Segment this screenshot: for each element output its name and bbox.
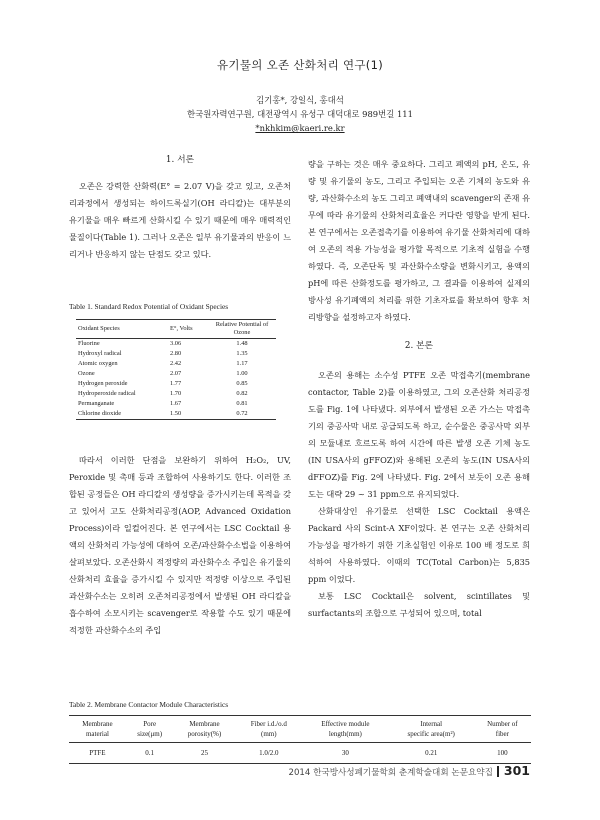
table-cell: 100 [474, 743, 531, 764]
table2-header: Pore size(μm) [126, 716, 174, 743]
table-row [76, 359, 276, 369]
body-paragraph: 산화대상인 유기물로 선택한 LSC Cocktail 용액은 Packard 사의 Scint-A XF이었다. 본 연구는 오존 산화처리 가능성을 평가하기 위한 기초실험인 이유로 100 배 정도로 희석하여 사용하였다. 이때의 TC(Total Carbon)는 5,835 ppm 이었다. [308, 506, 530, 584]
table2 [69, 715, 531, 764]
table-row [76, 339, 276, 350]
table-row [76, 349, 276, 359]
table1-header: Relative Potential of Ozone [208, 320, 276, 339]
body-paragraph: 보통 LSC Cocktail은 solvent, scintillates 및 surfactants의 조합으로 구성되어 있으며, total [308, 591, 530, 618]
table-cell: 1.00 [236, 370, 248, 377]
table-cell: Chlorine dioxide [76, 409, 168, 420]
table-cell: 2.07 [170, 370, 182, 377]
body-paragraph: 오존의 용해는 소수성 PTFE 오존 막접촉기(membrane contactor, Table 2)를 이용하였고, 그의 오존산화 처리공정도를 Fig. 1에 나타냈다. 외부에서 발생된 오존 가스는 막접촉기의 중공사막 내로 공급되도록 하고, 순수물은 중공사막 외부의 모듈내로 흐르도록 하여 시간에 따른 발생 오존 기체 농도(IN USA사의 gFFOZ)와 용해된 오존의 농도(IN USA사의 dFFOZ)를 Fig. 2에 나타냈다. Fig. 2에서 보듯이 오존 용해도는 대략 29 ~ 31 ppm으로 유지되었다. [308, 370, 530, 499]
table-row [76, 379, 276, 389]
table2-header: Membrane porosity(%) [173, 716, 235, 743]
table-cell: Hydroxyl radical [78, 350, 122, 357]
email-link[interactable]: *nkhkim@kaeri.re.kr [255, 123, 345, 133]
left-column-intro [69, 152, 291, 263]
table-row [76, 369, 276, 379]
table-cell: Permanganate [78, 400, 115, 407]
body-paragraph: 따라서 이러한 단점을 보완하기 위하여 H₂O₂, UV, Peroxide 및 촉매 등과 조합하여 사용하기도 한다. 이러한 조합된 공정들은 OH 라디칼의 생성량을 증가시키는데 목적을 갖고 있어서 고도 산화처리공정(AOP, Advanced Oxidation Process)이라 일컬어진다. 본 연구에서는 LSC Cocktail 용액의 산화처리 가능성에 대하여 오존/과산화수소법을 이용하여 살펴보았다. 오존산화시 적정량의 과산화수소 주입은 유기물의 산화처리 효율을 증가시킬 수 있지만 적정량 이상으로 주입된 과산화수소는 오히려 오존처리공정에서 발생된 OH 라디칼을 흡수하여 소모시키는 scavenger로 작용할 수도 있기 때문에 적정한 과산화수소의 주입 [69, 455, 291, 635]
table1 [76, 319, 276, 420]
table-cell: 1.17 [236, 360, 248, 367]
table-cell: 0.85 [236, 380, 248, 387]
table-cell: 1.70 [170, 390, 182, 397]
footer-text: 2014 한국방사성폐기물학회 춘계학술대회 논문요약집 [288, 768, 493, 778]
table-cell: 1.67 [170, 400, 182, 407]
affiliation: 한국원자력연구원, 대전광역시 유성구 대덕대로 989번길 111 [187, 109, 413, 119]
table-cell: 0.81 [236, 400, 248, 407]
table-cell: 0.21 [389, 743, 474, 764]
table-cell: 1.0/2.0 [236, 743, 303, 764]
author-block [0, 93, 600, 135]
table-cell: 2.80 [170, 350, 182, 357]
table-cell: 1.77 [170, 380, 182, 387]
authors: 김기홍*, 강일식, 홍대석 [256, 95, 344, 105]
page-footer [289, 763, 531, 778]
table-cell: Fluorine [78, 340, 100, 347]
table-cell: 1.48 [236, 340, 248, 347]
table-cell: Atomic oxygen [78, 360, 118, 367]
section2-heading: 2. 본론 [404, 341, 434, 351]
table-row [76, 409, 276, 420]
footer-divider [497, 766, 499, 777]
table-cell: 1.35 [236, 350, 248, 357]
table-cell: 30 [302, 743, 389, 764]
table-cell: PTFE [69, 743, 126, 764]
table1-header: E°, Volts [168, 320, 208, 339]
table-cell: 0.1 [126, 743, 174, 764]
table2-header-row [69, 716, 531, 743]
paper-title: 유기물의 오존 산화처리 연구(1) [217, 58, 383, 72]
table-cell: Hydroperoxide radical [78, 390, 136, 397]
table1-caption: Table 1. Standard Redox Potential of Oxidant Species [69, 302, 229, 311]
table-cell: 2.42 [170, 360, 182, 367]
table2-header: Effective module length(mm) [302, 716, 389, 743]
table-row [76, 399, 276, 409]
table-cell: 0.72 [208, 409, 276, 420]
body-paragraph: 량을 구하는 것은 매우 중요하다. 그리고 폐액의 pH, 온도, 유량 및 유기물의 농도, 그리고 주입되는 오존 기체의 농도와 유량, 과산화수소의 농도 그리고 폐액내의 scavenger의 존재 유무에 따라 유기물의 산화처리효율은 커다란 영향을 받게 된다. 본 연구에서는 오존접촉기를 이용하여 유기물 산화처리에 대하여 오존의 적용 가능성을 평가할 목적으로 기초적 실험을 수행하였다. 즉, 오존단독 및 과산화수소량을 변화시키고, 용액의 pH에 따른 산화정도를 평가하고, 그 결과를 이용하여 실제의 방사성 유기폐액의 처리를 위한 기초자료를 확보하여 향후 처리방향을 설정하고자 하였다. [308, 159, 530, 322]
table-cell: 25 [173, 743, 235, 764]
table2-header: Number of fiber [474, 716, 531, 743]
table2-header: Fiber i.d./o.d (mm) [236, 716, 303, 743]
table-cell: 1.50 [168, 409, 208, 420]
table-cell: Ozone [78, 370, 95, 377]
table2-caption: Table 2. Membrane Contactor Module Characteristics [69, 700, 229, 709]
section1-heading: 1. 서론 [165, 155, 195, 165]
table2-header: Membrane material [69, 716, 126, 743]
intro-paragraph: 오존은 강력한 산화력(E° = 2.07 V)을 갖고 있고, 오존처리과정에서 생성되는 하이드록실기(OH 라디칼)는 대부분의 유기물을 매우 빠르게 산화시킬 수 있기 때문에 매우 매력적인 물질이다(Table 1). 그러나 오존은 일부 유기물과의 반응이 느리거나 반응하지 않는 단점도 갖고 있다. [69, 181, 291, 259]
left-column-body [69, 452, 291, 639]
page-number: 301 [503, 763, 530, 778]
table1-header-row [76, 320, 276, 339]
right-column [308, 156, 530, 622]
table-row [76, 389, 276, 399]
table-cell: 3.06 [170, 340, 182, 347]
table-cell: 0.82 [236, 390, 248, 397]
table1-header: Oxidant Species [76, 320, 168, 339]
table2-header: Internal specific area(m²) [389, 716, 474, 743]
table-row [69, 743, 531, 764]
table-cell: Hydrogen peroxide [78, 380, 128, 387]
